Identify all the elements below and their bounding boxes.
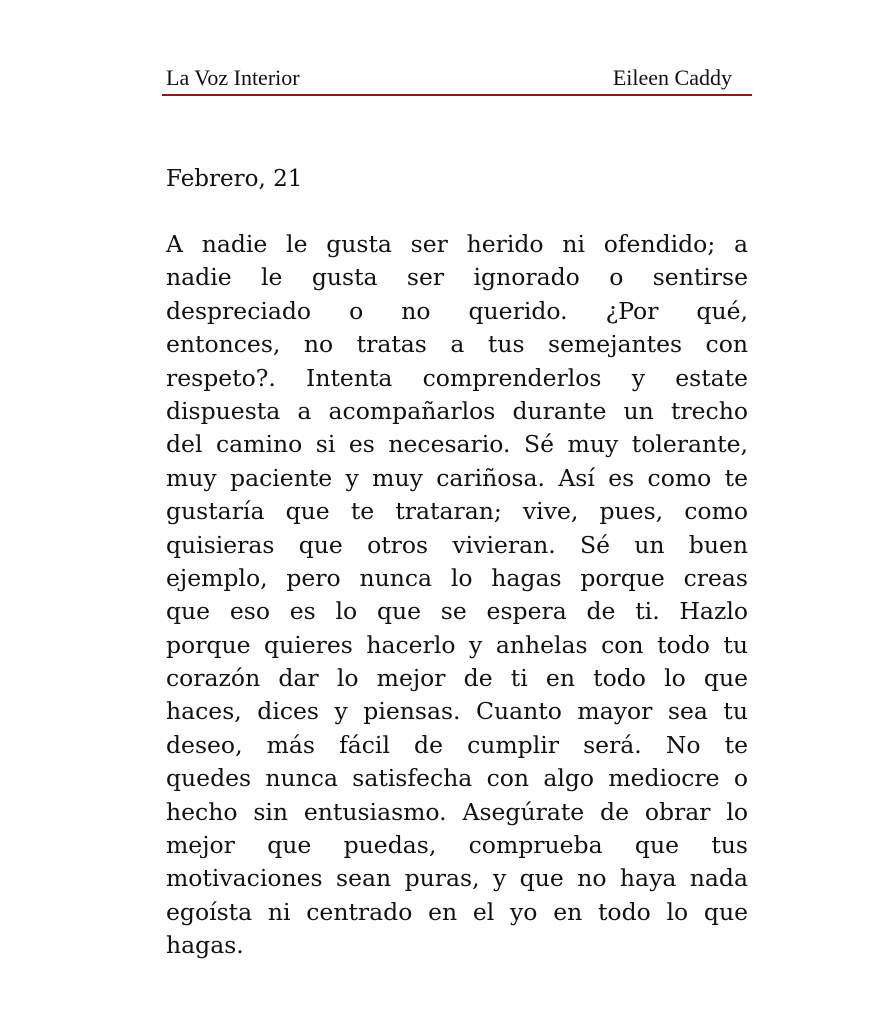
text-line: motivaciones sean puras, y que no haya nada <box>166 864 748 893</box>
text-line: nadie le gusta ser ignorado o sentirse <box>166 263 748 292</box>
text-line: que eso es lo que se espera de ti. Hazlo <box>166 597 748 626</box>
text-line: A nadie le gusta ser herido ni ofendido; a <box>166 230 748 258</box>
text-line: despreciado o no querido. ¿Por qué, <box>166 296 748 325</box>
text-line: deseo, más fácil de cumplir será. No te <box>166 730 748 759</box>
text-line: ejemplo, pero nunca lo hagas porque creas <box>166 563 748 592</box>
text-line: hecho sin entusiasmo. Asegúrate de obrar lo <box>166 797 748 826</box>
text-line: porque quieres hacerlo y anhelas con todo tu <box>166 630 748 659</box>
text-line: hagas. <box>166 931 244 960</box>
header-rule <box>162 94 752 96</box>
text-line: quisieras que otros vivieran. Sé un buen <box>166 530 748 559</box>
text-line: quedes nunca satisfecha con algo mediocre o <box>166 764 748 793</box>
text-line: respeto?. Intenta comprenderlos y estate <box>166 363 748 392</box>
text-line: del camino si es necesario. Sé muy tolerante, <box>166 430 748 459</box>
text-line: gustaría que te trataran; vive, pues, como <box>166 497 748 526</box>
text-line: muy paciente y muy cariñosa. Así es como te <box>166 463 748 492</box>
running-header <box>166 64 732 92</box>
text-line: entonces, no tratas a tus semejantes con <box>166 330 748 359</box>
entry-date: Febrero, 21 <box>166 166 303 192</box>
body-text <box>166 228 748 963</box>
author-name: Eileen Caddy <box>612 65 732 90</box>
text-line: corazón dar lo mejor de ti en todo lo que <box>166 664 748 693</box>
text-line: egoísta ni centrado en el yo en todo lo que <box>166 897 748 926</box>
text-line: haces, dices y piensas. Cuanto mayor sea tu <box>166 697 748 726</box>
text-line: mejor que puedas, comprueba que tus <box>166 831 748 860</box>
book-title: La Voz Interior <box>166 65 300 90</box>
text-line: dispuesta a acompañarlos durante un trecho <box>166 396 748 425</box>
